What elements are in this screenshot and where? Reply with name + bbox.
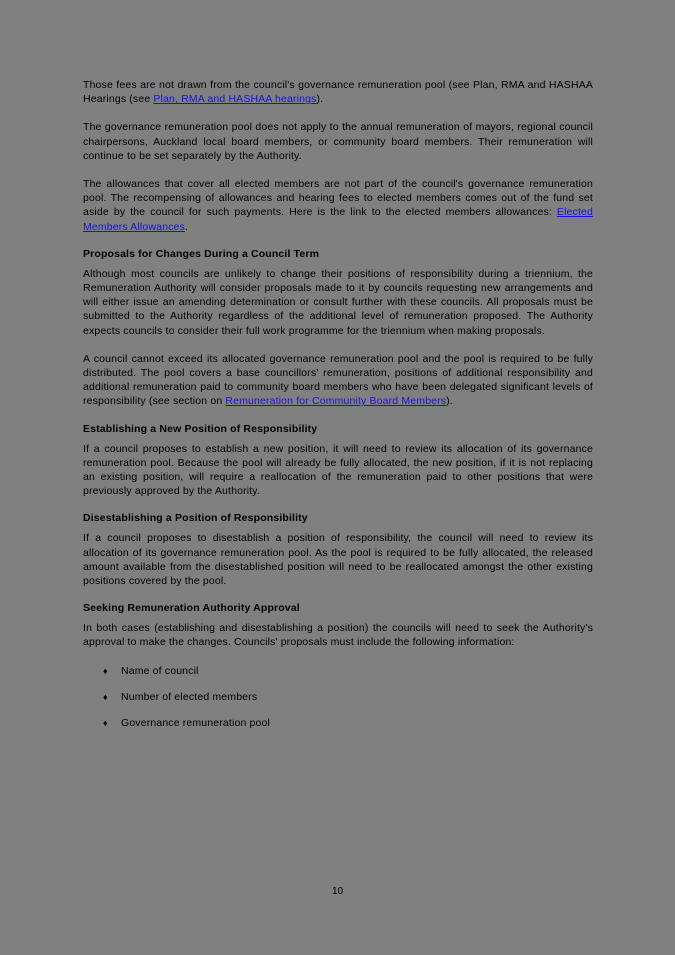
text-run: . (184, 220, 188, 233)
paragraph-disestablishing-position (83, 531, 593, 588)
heading-proposals-changes: Proposals for Changes During a Council Term (83, 247, 320, 260)
paragraph-seeking-approval (83, 621, 593, 649)
heading-disestablishing-position: Disestablishing a Position of Responsibility (83, 512, 308, 525)
text-run: A council cannot exceed its allocated governance remuneration pool and the pool is required to be fully distributed. The pool covers a base councillors' remuneration, positions of additional responsibility and additional remuneration paid to community board members who have been delegated significant levels of responsibility (see section on (83, 352, 593, 408)
bullet-label: Number of elected members (121, 690, 258, 703)
paragraph-establishing-position (83, 442, 593, 499)
paragraph-fees-governance-pool (83, 78, 593, 106)
paragraph-allowances (83, 177, 593, 234)
text-blocks (83, 78, 593, 650)
text-run: If a council proposes to disestablish a position of responsibility, the council will need to review its allocation of its governance remuneration pool. As the pool is required to be fully allocated, the released amount available from the disestablished position will need to be reallocated amongst the other existing positions covered by the pool. (83, 532, 593, 588)
bullet-number-elected-members (103, 690, 593, 704)
text-run: In both cases (establishing and disestablishing a position) the councils will need to seek the Authority's approval to make the changes. Councils' proposals must include the following information: (83, 622, 593, 649)
heading-establishing-position: Establishing a New Position of Responsibility (83, 422, 318, 435)
paragraph-pool-not-apply (83, 120, 593, 163)
inline-link[interactable]: Elected Members Allowances (83, 206, 593, 233)
paragraph-triennium-changes (83, 267, 593, 338)
diamond-bullet-icon: ♦ (103, 717, 108, 728)
text-run: If a council proposes to establish a new position, it will need to review its allocation of its governance remuneration pool. Because the pool will already be fully allocated, the new position, if it is not replacing an existing position, will require a reallocation of the remuneration paid to other positions that were previously approved by the Authority. (83, 442, 593, 498)
text-run: Although most councils are unlikely to change their positions of responsibility during a triennium, the Remuneration Authority will consider proposals made to it by councils requesting new arrangements and will either issue an amending determination or consult further with these councils. All proposals must be submitted to the Authority regardless of the additional level of remuneration proposed. The Authority expects councils to consider their full work programme for the triennium when making proposals. (83, 267, 593, 337)
inline-link[interactable]: Remuneration for Community Board Members (225, 395, 447, 408)
bullet-list (83, 664, 593, 730)
text-run: ). (316, 93, 324, 106)
text-run: Those fees are not drawn from the council's governance remuneration pool (see Plan, RMA and HASHAA Hearings (see (83, 79, 593, 106)
bullet-label: Governance remuneration pool (121, 716, 270, 729)
page-content (83, 78, 593, 742)
text-run: ). (446, 395, 453, 408)
text-run: The allowances that cover all elected members are not part of the council's governance remuneration pool. The recompensing of allowances and hearing fees to elected members comes out of the fund set aside by the council for such payments. Here is the link to the elected members allowances: (83, 178, 593, 219)
bullet-label: Name of council (121, 664, 199, 677)
paragraph-pool-distribution (83, 352, 593, 409)
bullet-governance-pool (103, 716, 593, 730)
page-number: 10 (331, 886, 344, 897)
diamond-bullet-icon: ♦ (103, 691, 108, 702)
bullet-name-of-council (103, 664, 593, 678)
text-run: The governance remuneration pool does not apply to the annual remuneration of mayors, regional council chairpersons, Auckland local board members, or community board members. Their remuneration will continue to be set separately by the Authority. (83, 121, 593, 162)
diamond-bullet-icon: ♦ (103, 665, 108, 676)
inline-link[interactable]: Plan, RMA and HASHAA hearings (153, 93, 317, 106)
heading-seeking-approval: Seeking Remuneration Authority Approval (83, 602, 300, 615)
